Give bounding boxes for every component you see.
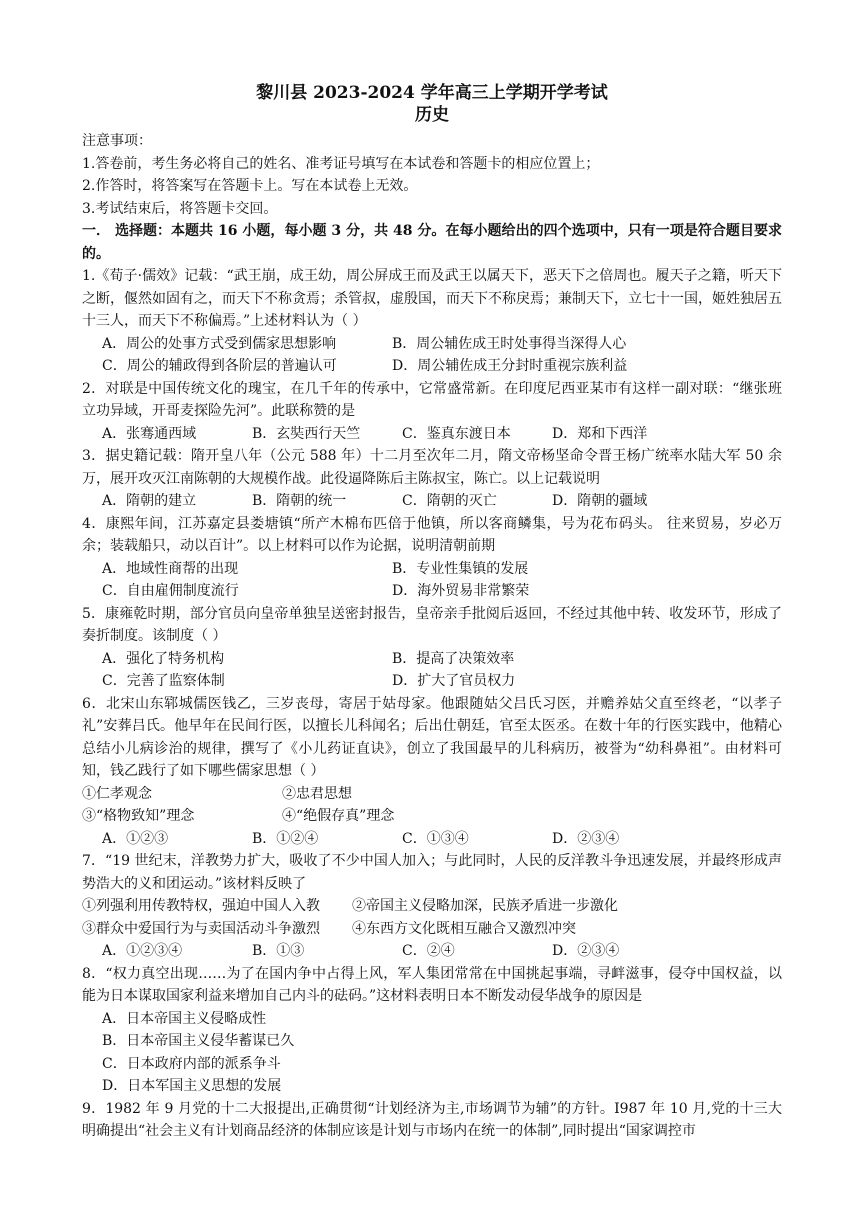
option: C．②④	[402, 943, 455, 959]
statement: ①列强利用传教特权，强迫中国人入教	[82, 898, 320, 914]
question-stem: 2．对联是中国传统文化的瑰宝，在几千年的传承中，它常盛常新。在印度尼西亚某市有这样一副对联：“继张班立功异域，开哥麦探险先河”。此联称赞的是	[82, 380, 782, 419]
statement: ③群众中爱国行为与卖国活动斗争激烈	[82, 920, 320, 937]
options-row	[82, 828, 782, 851]
statement: ①仁孝观念	[82, 785, 152, 802]
option: A．强化了特务机构	[102, 650, 225, 667]
question-stem: 8．“权力真空出现……为了在国内争中占得上风，军人集团常常在中国挑起事端，寻衅滋事，侵夺中国权益，以能为日本谋取国家利益来增加自己内斗的砝码。”这材料表明日本不断发动侵华战争的原因是	[82, 965, 782, 1004]
options-row	[82, 670, 782, 693]
option: C．周公的辅政得到各阶层的普遍认可	[102, 358, 337, 374]
statement: ②忠君思想	[282, 785, 352, 802]
note-item: 3.考试结束后，将答题卡交回。	[82, 200, 278, 217]
option: C．自由雇佣制度流行	[102, 583, 239, 599]
options-row	[82, 580, 782, 603]
option: D．海外贸易非常繁荣	[392, 583, 530, 599]
option: A．①②③④	[102, 943, 183, 959]
option: B．专业性集镇的发展	[392, 560, 529, 577]
option: A．张骞通西域	[102, 425, 197, 442]
note-item: 2.作答时，将答案写在答题卡上。写在本试卷上无效。	[82, 178, 418, 194]
notes-heading: 注意事项：	[82, 133, 152, 149]
statement: ④“绝假存真”理念	[282, 808, 395, 824]
options-row	[82, 940, 782, 963]
options-row	[82, 558, 782, 581]
option: C．鉴真东渡日本	[402, 425, 511, 442]
option: D．隋朝的疆域	[552, 493, 648, 509]
options-row	[82, 355, 782, 378]
question-stem: 7．“19 世纪末，洋教势力扩大，吸收了不少中国人加入；与此同时，人民的反洋教斗争迅速发展，并最终形成声势浩大的义和团运动。”该材料反映了	[82, 853, 782, 892]
option: B．周公辅佐成王时处事得当深得人心	[392, 335, 627, 352]
options-row	[82, 648, 782, 671]
exam-subject: 历史	[415, 105, 449, 125]
option: A．日本帝国主义侵略成性	[102, 1010, 267, 1027]
question-stem: 3．据史籍记载：隋开皇八年（公元 588 年）十二月至次年二月，隋文帝杨坚命令晋王杨广统率水陆大军 50 余万，展开攻灭江南陈朝的大规模作战。此役逼降陈后主陈叔宝，陈亡。以上记载说明	[82, 448, 782, 487]
option: B．①②④	[252, 830, 319, 847]
exam-title: 黎川县 2023-2024 学年高三上学期开学考试	[256, 83, 608, 103]
option: B．日本帝国主义侵华蓄谋已久	[102, 1033, 295, 1049]
question-stem: 9．1982 年 9 月党的十二大报提出,正确贯彻“计划经济为主,市场调节为辅”的方针。I987 年 10 月,党的十三大明确提出“社会主义有计划商品经济的体制应该是计划与市场内在统一的体制”,同时提出“国家调控市	[82, 1100, 782, 1139]
option: D．周公辅佐成王分封时重视宗族利益	[392, 358, 628, 374]
question-stem: 6．北宋山东郓城儒医钱乙，三岁丧母，寄居于姑母家。他跟随姑父吕氏习医，并赡养姑父直至终老，“以孝子礼”安葬吕氏。他早年在民间行医，以擅长儿科闻名；后出仕朝廷，官至太医丞。在数十年的行医实践中，他精心总结小儿病诊治的规律，撰写了《小儿药证直诀》，创立了我国最早的儿科病历，被誉为“幼科鼻祖”。由材料可知，钱乙践行了如下哪些儒家思想（ ）	[82, 695, 782, 779]
option: B．隋朝的统一	[252, 493, 347, 509]
statement: ③“格物致知”理念	[82, 808, 195, 824]
statements-row	[82, 805, 782, 828]
option: C．隋朝的灭亡	[402, 493, 497, 509]
option: B．提高了决策效率	[392, 650, 515, 667]
option: D．②③④	[552, 830, 620, 847]
statement: ②帝国主义侵略加深，民族矛盾进一步激化	[352, 898, 618, 914]
options-row	[82, 333, 782, 356]
option: C．完善了监察体制	[102, 673, 225, 689]
statement: ④东西方文化既相互融合又激烈冲突	[352, 920, 576, 937]
options-row	[82, 423, 782, 446]
question-stem: 4．康熙年间，江苏嘉定县娄塘镇“所产木棉布匹倍于他镇，所以客商鳞集，号为花布码头。 往来贸易，岁必万余；装载船只，动以百计”。以上材料可以作为论据，说明清朝前期	[82, 515, 782, 554]
option: D．日本军国主义思想的发展	[102, 1078, 282, 1094]
question-stem: 1.《荀子·儒效》记载：“武王崩，成王幼，周公屏成王而及武王以属天下，恶天下之倍周也。履天子之籍，听天下之断，偃然如固有之，而天下不称贪焉；杀管叔，虚殷国，而天下不称戾焉；兼制天下，立七十一国，姬姓独居五十三人，而天下不称偏焉。”上述材料认为（ ）	[82, 268, 782, 329]
option: D．扩大了官员权力	[392, 673, 516, 689]
exam-page	[82, 82, 782, 1143]
options-stack	[82, 1008, 782, 1098]
options-row	[82, 490, 782, 513]
option: C．日本政府内部的派系争斗	[102, 1055, 281, 1072]
statements-row	[82, 783, 782, 806]
option: B．①③	[252, 943, 305, 959]
option: A．隋朝的建立	[102, 493, 197, 509]
note-item: 1.答卷前，考生务必将自己的姓名、准考证号填写在本试卷和答题卡的相应位置上；	[82, 155, 600, 172]
option: A．周公的处事方式受到儒家思想影响	[102, 335, 337, 352]
option: A．地域性商帮的出现	[102, 560, 239, 577]
section-heading: 一． 选择题：本题共 16 小题，每小题 3 分，共 48 分。在每小题给出的四个选项中，只有一项是符合题目要求的。	[82, 223, 782, 262]
statements-row	[82, 895, 782, 918]
statements-row	[82, 918, 782, 941]
option: D．②③④	[552, 943, 620, 959]
question-stem: 5．康雍乾时期，部分官员向皇帝单独呈送密封报告，皇帝亲手批阅后返回，不经过其他中转、收发环节，形成了奏折制度。该制度（ ）	[82, 605, 782, 644]
option: B．玄奘西行天竺	[252, 425, 361, 442]
option: A．①②③	[102, 830, 169, 847]
option: C．①③④	[402, 830, 469, 847]
option: D．郑和下西洋	[552, 425, 648, 442]
